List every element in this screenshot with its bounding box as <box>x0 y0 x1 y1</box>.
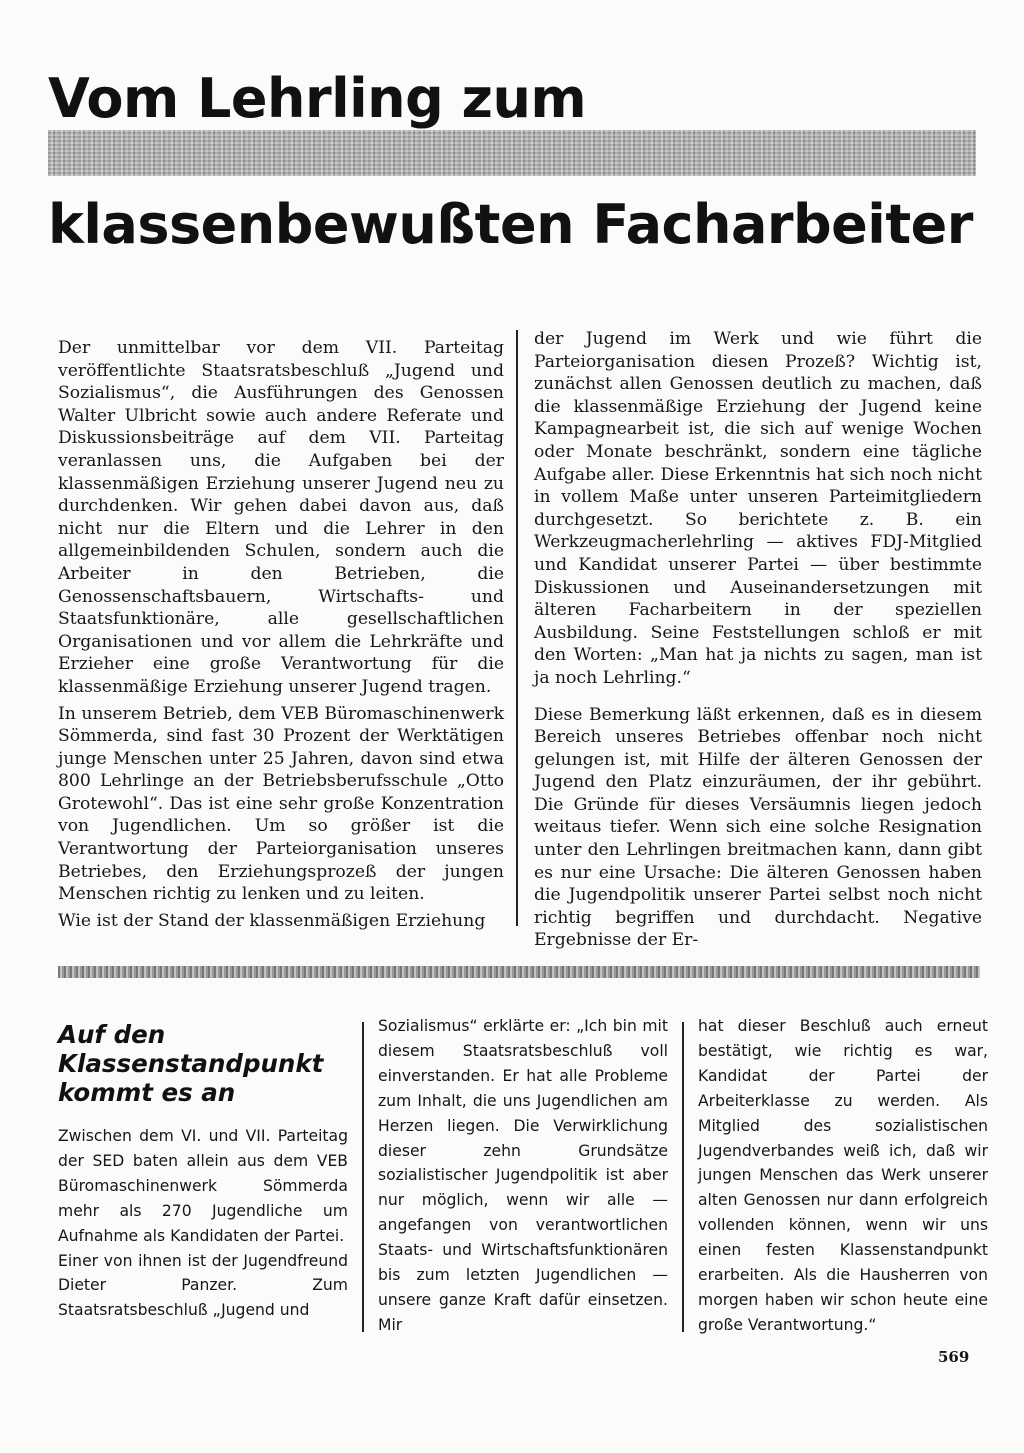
article-paragraph: Wie ist der Stand der klassenmäßigen Erziehung <box>58 910 486 931</box>
box-column-1 <box>58 1124 348 1323</box>
article-paragraph: der Jugend im Werk und wie führt die Parteiorganisation diesen Prozeß? Wichtig ist, zunächst allen Genossen deutlich zu machen, daß die klassenmäßige Erziehung der Jugend keine Kampagnearbeit ist, die sich auf wenige Wochen oder Monate beschränkt, sondern eine tägliche Aufgabe aller. Diese Erkenntnis hat sich noch nicht in vollem Maße unter unseren Parteimitgliedern durchgesetzt. So berichtete z. B. ein Werkzeugmacherlehrling — aktives FDJ-Mitglied und Kandidat unserer Partei — über bestimmte Diskussionen und Auseinandersetzungen mit älteren Facharbeitern in der speziellen Ausbildung. Seine Feststellungen schloß er mit den Worten: „Man hat ja nichts zu sagen, man ist ja noch Lehrling.“ <box>534 329 982 688</box>
article-paragraph: Der unmittelbar vor dem VII. Parteitag veröffentlichte Staatsratsbeschluß „Jugend und Sozialismus“, die Ausführungen des Genossen Walter Ulbricht sowie auch andere Referate und Diskussionsbeiträge auf dem VII. Parteitag veranlassen uns, die Aufgaben bei der klassenmäßigen Erziehung unserer Jugend neu zu durchdenken. Wir gehen dabei davon aus, daß nicht nur die Eltern und die Lehrer in den allgemeinbildenden Schulen, sondern auch die Arbeiter in den Betrieben, die Genossenschaftsbauern, Wirtschafts- und Staatsfunktionäre, alle gesellschaftlichen Organisationen und vor allem die Lehrkräfte und Erzieher eine große Verantwortung für die klassenmäßige Erziehung unserer Jugend tragen. <box>58 338 504 697</box>
headline-line-1: Vom Lehrling zum <box>48 67 587 130</box>
box-paragraph: hat dieser Beschluß auch erneut bestätigt, wie richtig es war, Kandidat der Partei der Arbeiterklasse zu werden. Als Mitglied des sozialistischen Jugendverbandes weiß ich, daß wir jungen Menschen das Werk unserer alten Genossen nur dann erfolgreich vollenden können, wenn wir uns einen festen Klassenstandpunkt erarbeiten. Als die Hausherren von morgen haben wir schon heute eine große Verantwortung.“ <box>698 1017 988 1334</box>
article-column-2 <box>534 328 982 952</box>
box-column-3 <box>698 1014 988 1338</box>
column-divider <box>682 1022 684 1332</box>
box-column-2 <box>378 1014 668 1338</box>
page-number: 569 <box>938 1348 970 1366</box>
box-paragraph: Einer von ihnen ist der Jugendfreund Dieter Panzer. Zum Staatsratsbeschluß „Jugend und <box>58 1251 348 1320</box>
headline-line-2: klassenbewußten Facharbeiter <box>48 193 973 256</box>
headline-shading-band <box>48 130 976 176</box>
box-paragraph: Sozialismus“ erklärte er: „Ich bin mit diesem Staatsratsbeschluß voll einverstanden. Er hat alle Probleme zum Inhalt, die uns Jugendlichen am Herzen liegen. Die Verwirklichung dieser zehn Grundsätze sozialistischer Jugendpolitik ist aber nur möglich, wenn wir alle — angefangen von verantwortlichen Staats- und Wirtschaftsfunktionären bis zum letzten Jugendlichen — unsere ganze Kraft dafür einsetzen. Mir <box>378 1017 668 1334</box>
column-divider <box>516 330 518 926</box>
section-separator <box>58 966 980 978</box>
box-paragraph: Zwischen dem VI. und VII. Parteitag der SED baten allein aus dem VEB Büromaschinenwerk Sömmerda mehr als 270 Jugendliche um Aufnahme als Kandidaten der Partei. <box>58 1127 348 1245</box>
column-divider <box>362 1022 364 1332</box>
article-paragraph: In unserem Betrieb, dem VEB Büromaschinenwerk Sömmerda, sind fast 30 Prozent der Werktätigen junge Menschen unter 25 Jahren, davon sind etwa 800 Lehrlinge an der Betriebsberufsschule „Otto Grotewohl“. Das ist eine sehr große Konzentration von Jugendlichen. Um so größer ist die Verantwortung der Parteiorganisation unseres Betriebes, den Erziehungsprozeß der jungen Menschen richtig zu lenken und zu leiten. <box>58 703 504 905</box>
article-paragraph: Diese Bemerkung läßt erkennen, daß es in diesem Bereich unseres Betriebes offenbar noch nicht gelungen ist, mit Hilfe der älteren Genossen der Jugend den Platz einzuräumen, der ihr gebührt. Die Gründe für dieses Versäumnis liegen jedoch weitaus tiefer. Wenn sich eine solche Resignation unter den Lehrlingen breitmachen kann, dann gibt es nur eine Ursache: Die älteren Genossen haben die Jugendpolitik unserer Partei selbst noch nicht richtig begriffen und durchdacht. Negative Ergebnisse der Er- <box>534 704 982 951</box>
article-column-1 <box>58 337 504 932</box>
box-heading: Auf den Klassenstandpunkt kommt es an <box>58 1020 324 1107</box>
